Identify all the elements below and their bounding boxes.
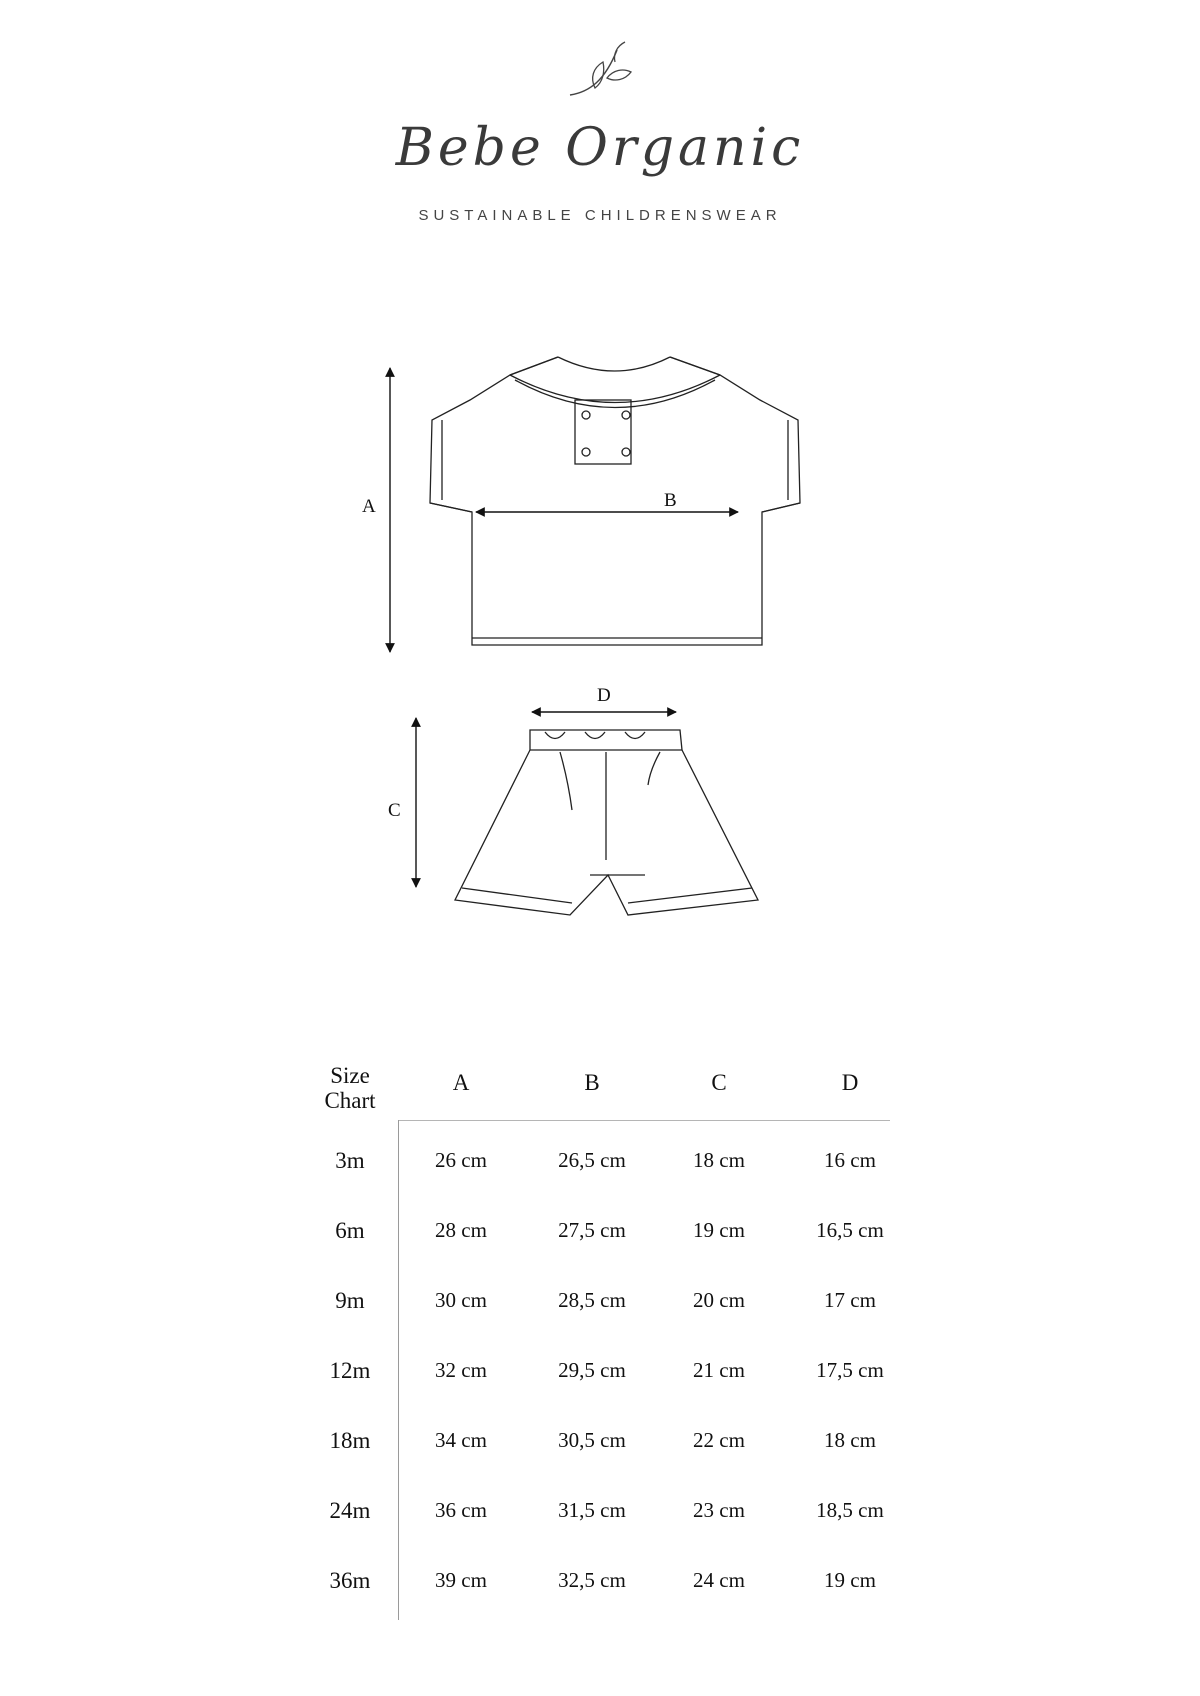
measure-a-cell: 26 cm: [435, 1148, 487, 1172]
garment-illustration: [0, 340, 1200, 980]
measure-c-cell: 19 cm: [693, 1218, 745, 1242]
measure-a-cell: 28 cm: [435, 1218, 487, 1242]
measure-a-cell: 34 cm: [435, 1428, 487, 1452]
measure-b-cell: 29,5 cm: [558, 1358, 626, 1382]
table-row: [0, 1288, 1200, 1328]
header-divider: [398, 1120, 890, 1121]
measure-b-cell: 27,5 cm: [558, 1218, 626, 1242]
size-chart-title-line2: Chart: [324, 1088, 376, 1113]
size-cell: 12m: [329, 1358, 371, 1383]
table-row: [0, 1358, 1200, 1398]
column-header-c: C: [711, 1070, 727, 1095]
measure-b-cell: 30,5 cm: [558, 1428, 626, 1452]
measure-c-cell: 18 cm: [693, 1148, 745, 1172]
size-cell: 6m: [335, 1218, 365, 1243]
size-cell: 9m: [335, 1288, 365, 1313]
table-row: [0, 1428, 1200, 1468]
brand-tagline: SUSTAINABLE CHILDRENSWEAR: [418, 207, 782, 224]
measure-b-cell: 31,5 cm: [558, 1498, 626, 1522]
leaf-sprig-logo-icon: [565, 40, 635, 100]
measure-c-cell: 21 cm: [693, 1358, 745, 1382]
brand-name: Bebe Organic: [395, 118, 805, 178]
size-cell: 24m: [329, 1498, 371, 1523]
measure-a-cell: 32 cm: [435, 1358, 487, 1382]
table-row: [0, 1148, 1200, 1188]
table-row: [0, 1498, 1200, 1538]
column-header-b: B: [584, 1070, 600, 1095]
dimension-b-label: B: [664, 490, 677, 511]
garment-line-drawing: [0, 340, 1200, 980]
measure-b-cell: 32,5 cm: [558, 1568, 626, 1592]
measure-d-cell: 19 cm: [824, 1568, 876, 1592]
measure-a-cell: 30 cm: [435, 1288, 487, 1312]
measure-d-cell: 16,5 cm: [816, 1218, 884, 1242]
size-cell: 36m: [329, 1568, 371, 1593]
table-row: [0, 1568, 1200, 1608]
table-row: [0, 1218, 1200, 1258]
measure-d-cell: 18,5 cm: [816, 1498, 884, 1522]
measure-b-cell: 26,5 cm: [558, 1148, 626, 1172]
measure-a-cell: 36 cm: [435, 1498, 487, 1522]
size-chart-title-line1: Size: [330, 1063, 370, 1088]
measure-c-cell: 23 cm: [693, 1498, 745, 1522]
dimension-d-label: D: [597, 685, 611, 706]
dimension-c-label: C: [388, 800, 401, 821]
size-cell: 3m: [335, 1148, 365, 1173]
size-cell: 18m: [329, 1428, 371, 1453]
measure-d-cell: 17 cm: [824, 1288, 876, 1312]
measure-d-cell: 16 cm: [824, 1148, 876, 1172]
measure-c-cell: 24 cm: [693, 1568, 745, 1592]
dimension-a-label: A: [362, 496, 376, 517]
measure-c-cell: 20 cm: [693, 1288, 745, 1312]
column-header-d: D: [841, 1070, 859, 1095]
shorts-outline: [530, 730, 682, 750]
measure-d-cell: 17,5 cm: [816, 1358, 884, 1382]
measure-a-cell: 39 cm: [435, 1568, 487, 1592]
measure-b-cell: 28,5 cm: [558, 1288, 626, 1312]
column-header-a: A: [452, 1070, 470, 1095]
measure-c-cell: 22 cm: [693, 1428, 745, 1452]
measure-d-cell: 18 cm: [824, 1428, 876, 1452]
